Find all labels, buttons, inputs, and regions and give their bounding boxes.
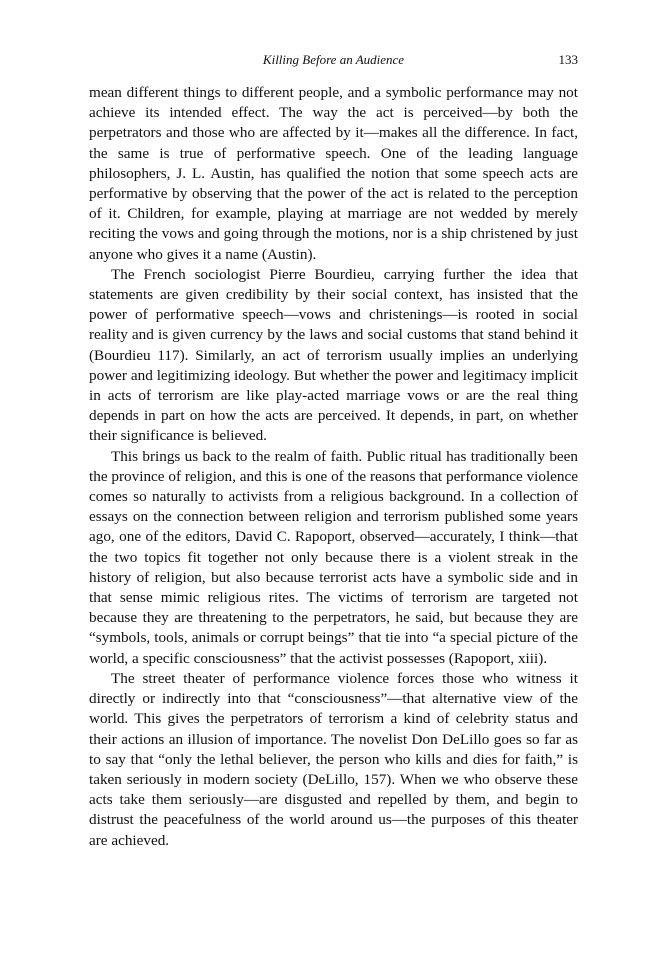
running-title: Killing Before an Audience: [262, 52, 405, 67]
body-text: [89, 83, 578, 851]
paragraph: This brings us back to the realm of faith. Public ritual has traditionally been the province of religion, and this is one of the reasons that performance violence comes so naturally to activists from a religious background. In a collection of essays on the connection between religion and terrorism published some years ago, one of the editors, David C. Rapoport, observed—accurately, I think—that the two topics fit together not only because there is a violent streak in the history of religion, but also because terrorist acts have a symbolic side and in that sense mimic religious rites. The victims of terrorism are targeted not because they are threatening to the perpetrators, he said, but because they are “symbols, tools, animals or corrupt beings” that tie into “a special picture of the world, a specific consciousness” that the activist possesses (Rapoport, xiii).: [89, 447, 578, 667]
running-header: [89, 52, 578, 72]
paragraph: The French sociologist Pierre Bourdieu, carrying further the idea that statements are given credibility by their social context, has insisted that the power of performative speech—vows and christenings—is rooted in social reality and is given currency by the laws and social customs that stand behind it (Bourdieu 117). Similarly, an act of terrorism usually implies an underlying power and legitimizing ideology. But whether the power and legitimacy implicit in acts of terrorism are like play-acted marriage vows or are the real thing depends in part on how the acts are perceived. It depends, in part, on whether their significance is believed.: [89, 265, 578, 445]
paragraph: The street theater of performance violence forces those who witness it directly or indirectly into that “consciousness”—that alternative view of the world. This gives the perpetrators of terrorism a kind of celebrity status and their actions an illusion of importance. The novelist Don DeLillo goes so far as to say that “only the lethal believer, the person who kills and dies for faith,” is taken seriously in modern society (DeLillo, 157). When we who observe these acts take them seriously—are disgusted and repelled by them, and begin to distrust the peacefulness of the world around us—the purposes of this theater are achieved.: [89, 669, 578, 849]
paragraph: mean different things to different people, and a symbolic performance may not achieve its intended effect. The way the act is perceived—by both the perpetrators and those who are affected by it—makes all the difference. In fact, the same is true of performative speech. One of the leading language philosophers, J. L. Austin, has qualified the notion that some speech acts are performative by observing that the power of the act is related to the perception of it. Children, for example, playing at marriage are not wedded by merely reciting the vows and going through the motions, nor is a ship christened by just anyone who gives it a name (Austin).: [89, 84, 578, 263]
page-number: 133: [558, 52, 578, 67]
